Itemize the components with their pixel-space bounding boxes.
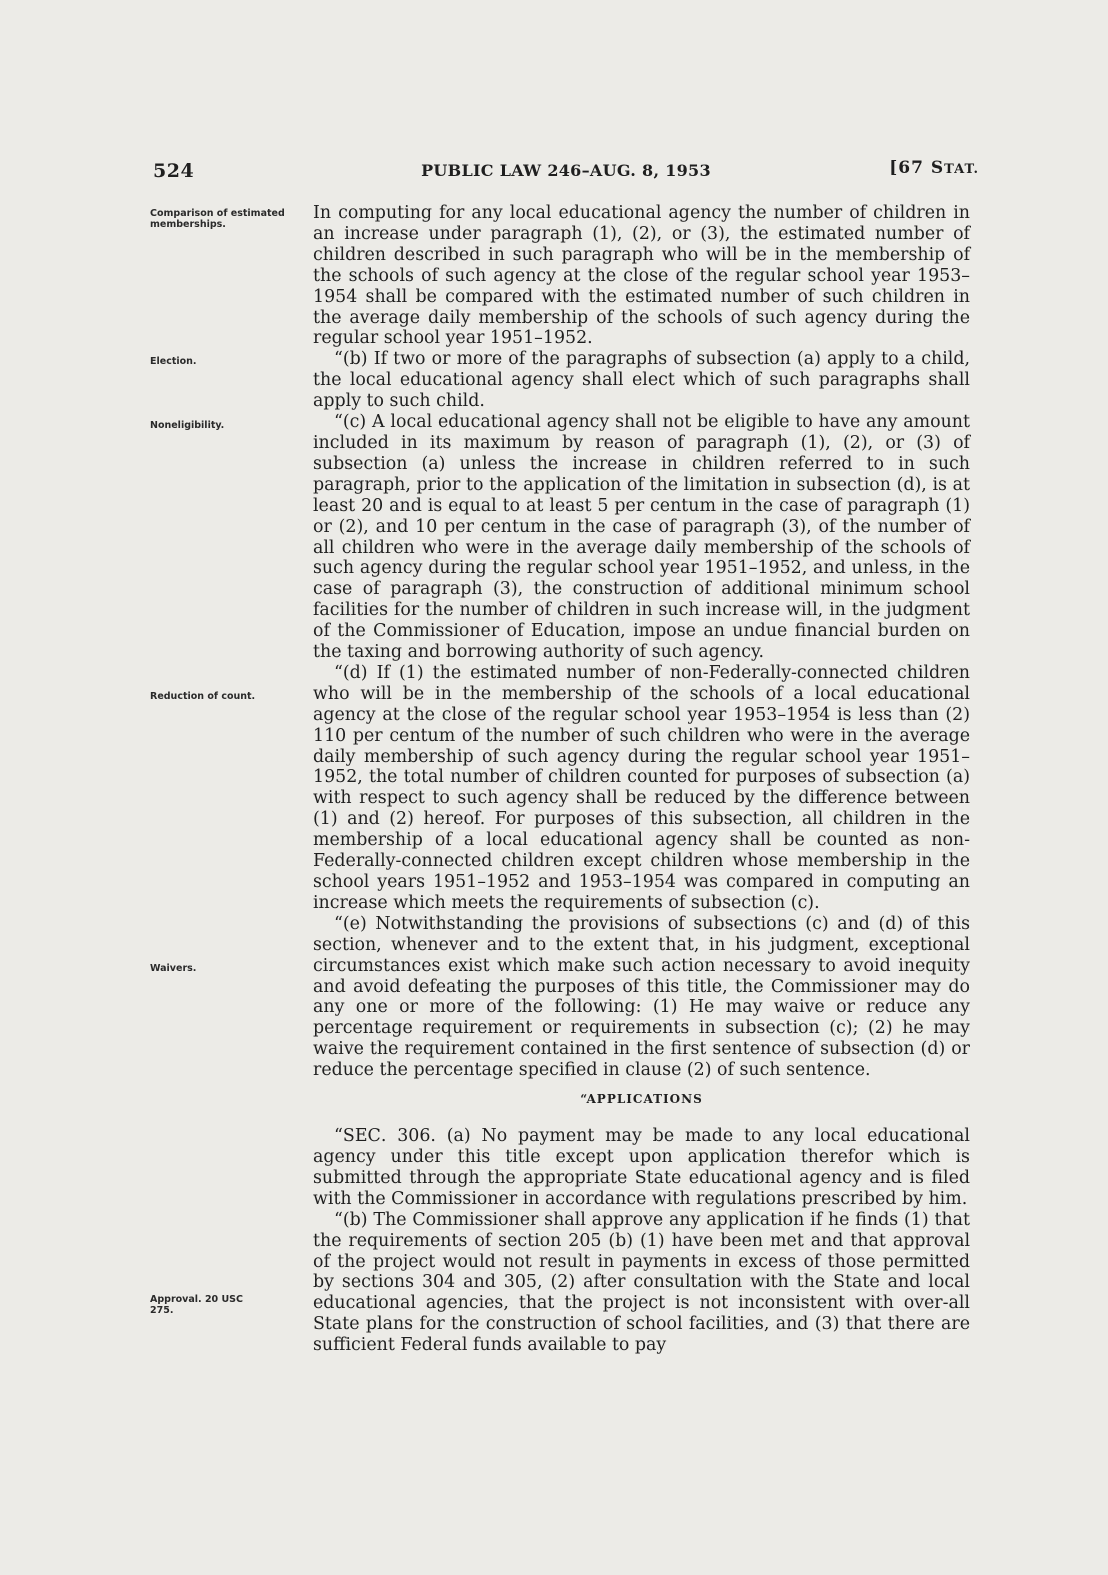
margin-note-election: Election. [150, 356, 197, 367]
section-heading: “APPLICATIONS [580, 1092, 703, 1107]
paragraph-sec306-a: “SEC. 306. (a) No payment may be made to any local educational agency under this title except upon application therefor which is submitted through the appropriate State educational agency and is filed with the Commissioner in accordance with regulations prescribed by him. [313, 1126, 970, 1209]
paragraph-b: “(b) If two or more of the paragraphs of subsection (a) apply to a child, the local educational agency shall elect which of such paragraphs shall apply to such child. [313, 349, 970, 412]
page-number: 524 [153, 160, 195, 182]
page-header [153, 160, 979, 190]
margin-note-approval: Approval. 20 USC 275. [150, 1294, 243, 1316]
body-text [313, 203, 970, 1356]
paragraph-d: “(d) If (1) the estimated number of non-Federally-connected children who will be in the membership of the schools of a local educational agency at the close of the regular school year 1953–1954 is less than (2) 110 per centum of the number of such children who were in the average daily membership of such agency during the regular school year 1951–1952, the total number of children counted for purposes of subsection (a) with respect to such agency shall be reduced by the difference between (1) and (2) hereof. For purposes of this subsection, all children in the membership of a local educational agency shall be counted as non-Federally-connected children except children whose membership in the school years 1951–1952 and 1953–1954 was compared in computing an increase which meets the requirements of subsection (c). [313, 662, 970, 913]
margin-note-reduction: Reduction of count. [150, 691, 256, 702]
paragraph-intro: In computing for any local educational agency the number of children in an increase under paragraph (1), (2), or (3), the estimated number of children described in such paragraph who will be in the membership of the schools of such agency at the close of the regular school year 1953–1954 shall be compared with the estimated number of such children in the average daily membership of the schools of such agency during the regular school year 1951–1952. [313, 203, 970, 349]
paragraph-e: “(e) Notwithstanding the provisions of subsections (c) and (d) of this section, whenever and to the extent that, in his judgment, exceptional circumstances exist which make such action necessary to avoid inequity and avoid defeating the purposes of this title, the Commissioner may do any one or more of the following: (1) He may waive or reduce any percentage requirement or requirements in subsection (c); (2) he may waive the requirement contained in the first sentence of subsection (d) or reduce the percentage specified in clause (2) of such sentence. [313, 913, 970, 1081]
paragraph-c: “(c) A local educational agency shall not be eligible to have any amount included in its maximum by reason of paragraph (1), (2), or (3) of subsection (a) unless the increase in children referred to in such paragraph, prior to the application of the limitation in subsection (d), is at least 20 and is equal to at least 5 per centum in the case of paragraph (1) or (2), and 10 per centum in the case of paragraph (3), of the number of all children who were in the average daily membership of the schools of such agency during the regular school year 1951–1952, and unless, in the case of paragraph (3), the construction of additional minimum school facilities for the number of children in such increase will, in the judgment of the Commissioner of Education, impose an undue financial burden on the taxing and borrowing authority of such agency. [313, 412, 970, 663]
margin-note-waivers: Waivers. [150, 963, 197, 974]
margin-note-comparison: Comparison of estimated memberships. [150, 208, 285, 230]
margin-note-noneligibility: Noneligibility. [150, 420, 225, 431]
statute-reference: [67 STAT. [889, 158, 979, 178]
running-head: PUBLIC LAW 246–AUG. 8, 1953 [421, 161, 711, 180]
paragraph-sec306-b: “(b) The Commissioner shall approve any application if he finds (1) that the requirements of section 205 (b) (1) have been met and that approval of the project would not result in payments in excess of those permitted by sections 304 and 305, (2) after consultation with the State and local educational agencies, that the project is not inconsistent with over-all State plans for the construction of school facilities, and (3) that there are sufficient Federal funds available to pay [313, 1209, 970, 1356]
